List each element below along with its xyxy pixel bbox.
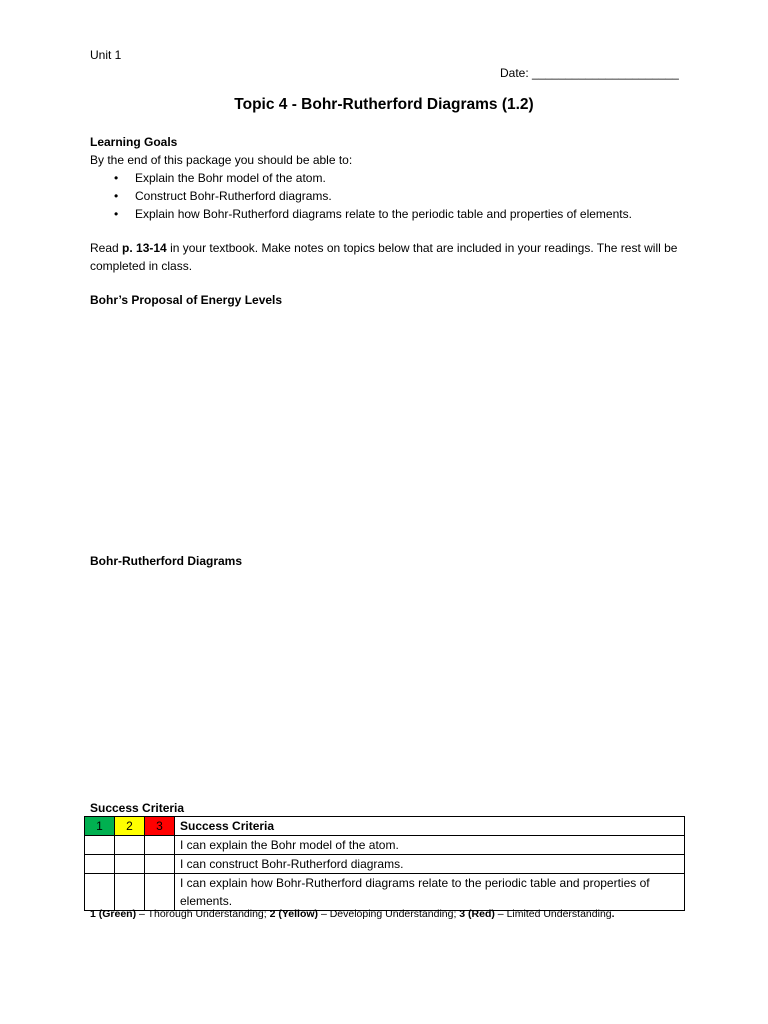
bullet-icon: • [114, 207, 119, 221]
legend-red-text: – Limited Understanding [494, 908, 612, 920]
criteria-column-header: Success Criteria [175, 817, 685, 836]
table-row [85, 874, 685, 911]
success-criteria-heading: Success Criteria [90, 801, 185, 815]
success-criteria-table [84, 816, 685, 911]
list-item [90, 205, 632, 223]
rating-cell-3[interactable] [145, 836, 175, 855]
list-item [90, 187, 632, 205]
legend-yellow-text: – Developing Understanding; [318, 908, 460, 920]
goal-text: Explain the Bohr model of the atom. [135, 171, 326, 185]
criterion-text: I can explain the Bohr model of the atom. [175, 836, 685, 855]
page-title: Topic 4 - Bohr-Rutherford Diagrams (1.2) [234, 96, 534, 113]
rating-green-header: 1 [85, 817, 115, 836]
date-field: Date: ______________________ [500, 66, 679, 80]
legend-green-text: – Thorough Understanding; [136, 908, 270, 920]
legend-green-label: 1 (Green) [90, 908, 137, 920]
bullet-icon: • [114, 171, 119, 185]
legend-end: . [611, 908, 615, 920]
rating-red-header: 3 [145, 817, 175, 836]
rating-cell-1[interactable] [85, 855, 115, 874]
goal-text: Construct Bohr-Rutherford diagrams. [135, 189, 332, 203]
rating-cell-1[interactable] [85, 836, 115, 855]
goal-text: Explain how Bohr-Rutherford diagrams relate to the periodic table and properties of elements. [135, 207, 632, 221]
rating-cell-2[interactable] [115, 836, 145, 855]
rating-cell-2[interactable] [115, 855, 145, 874]
table-row [85, 855, 685, 874]
criterion-text: I can construct Bohr-Rutherford diagrams. [175, 855, 685, 874]
rating-legend [90, 906, 615, 922]
learning-goals-intro: By the end of this package you should be able to: [90, 153, 353, 167]
table-header-row [85, 817, 685, 836]
list-item [90, 169, 632, 187]
table-row [85, 836, 685, 855]
reading-suffix: in your textbook. Make notes on topics below that are included in your readings. The rest will be completed in class. [90, 241, 678, 273]
legend-yellow-label: 2 (Yellow) [269, 908, 319, 920]
rating-yellow-header: 2 [115, 817, 145, 836]
bullet-icon: • [114, 189, 119, 203]
reading-instructions [90, 239, 690, 275]
rating-cell-2[interactable] [115, 874, 145, 911]
section-heading-diagrams: Bohr-Rutherford Diagrams [90, 554, 243, 568]
rating-cell-1[interactable] [85, 874, 115, 911]
learning-goals-list [90, 169, 632, 223]
rating-cell-3[interactable] [145, 874, 175, 911]
legend-red-label: 3 (Red) [459, 908, 495, 920]
unit-label: Unit 1 [90, 48, 122, 62]
reading-prefix: Read [90, 241, 123, 255]
section-heading-energy-levels: Bohr’s Proposal of Energy Levels [90, 293, 283, 307]
learning-goals-heading: Learning Goals [90, 135, 178, 149]
reading-pages: p. 13-14 [122, 241, 167, 255]
criterion-text: I can explain how Bohr-Rutherford diagrams relate to the periodic table and properties of elements. [175, 874, 685, 911]
rating-cell-3[interactable] [145, 855, 175, 874]
